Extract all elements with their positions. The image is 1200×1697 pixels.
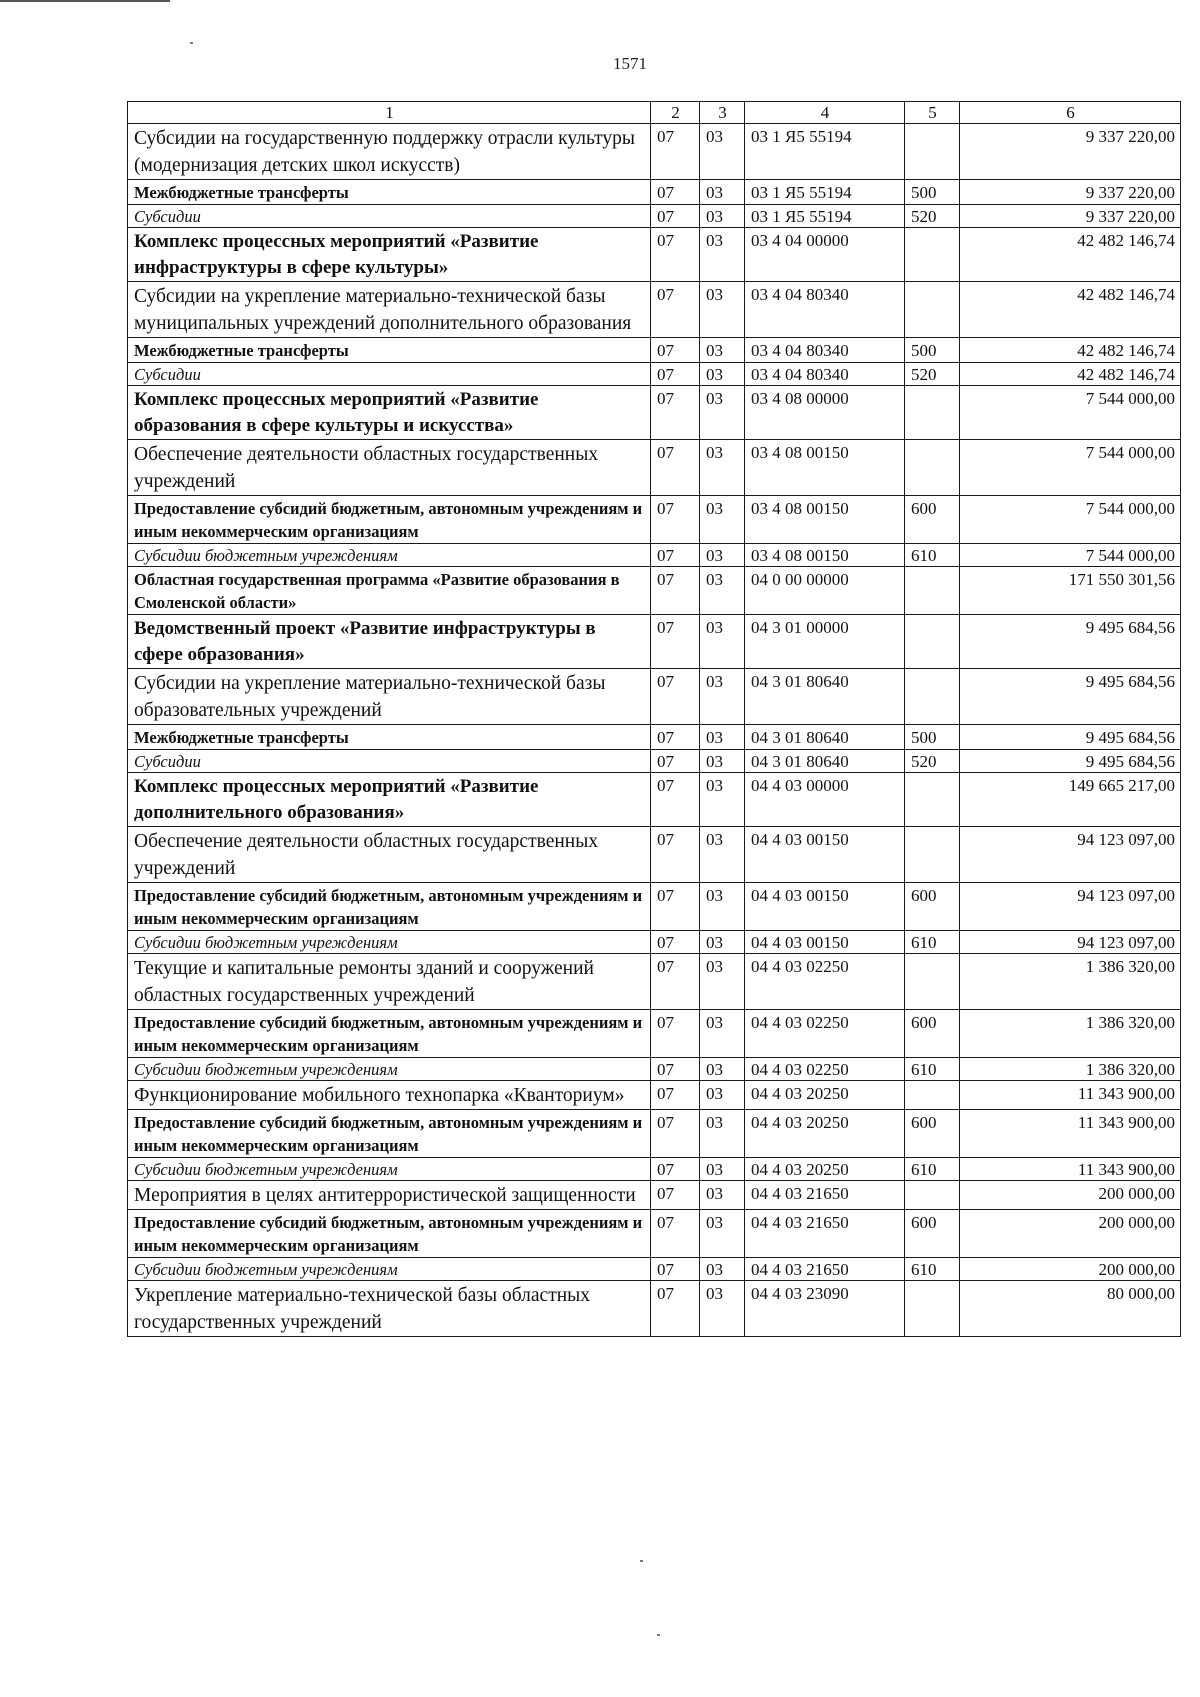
row-section: 07	[651, 567, 700, 615]
table-row	[128, 567, 1181, 615]
row-section: 07	[651, 1110, 700, 1158]
row-name: Предоставление субсидий бюджетным, автономным учреждениям и иным некоммерческим организациям	[128, 883, 651, 931]
row-expense-type	[905, 1181, 960, 1210]
row-expense-type: 600	[905, 1010, 960, 1058]
row-amount: 11 343 900,00	[960, 1110, 1181, 1158]
row-subsection: 03	[700, 440, 745, 496]
row-subsection: 03	[700, 773, 745, 827]
row-expense-type	[905, 440, 960, 496]
row-name: Субсидии бюджетным учреждениям	[128, 1058, 651, 1081]
row-expense-type	[905, 567, 960, 615]
row-section: 07	[651, 544, 700, 567]
row-subsection: 03	[700, 567, 745, 615]
row-section: 07	[651, 1058, 700, 1081]
row-target-article: 04 4 03 20250	[745, 1158, 905, 1181]
table-row	[128, 1158, 1181, 1181]
table-row	[128, 773, 1181, 827]
row-target-article: 04 0 00 00000	[745, 567, 905, 615]
row-subsection: 03	[700, 124, 745, 180]
table-row	[128, 205, 1181, 228]
row-expense-type	[905, 954, 960, 1010]
row-subsection: 03	[700, 1081, 745, 1110]
row-name: Предоставление субсидий бюджетным, автономным учреждениям и иным некоммерческим организациям	[128, 1010, 651, 1058]
row-subsection: 03	[700, 827, 745, 883]
table-row	[128, 1081, 1181, 1110]
row-expense-type	[905, 827, 960, 883]
table-row	[128, 1110, 1181, 1158]
row-subsection: 03	[700, 750, 745, 773]
row-amount: 200 000,00	[960, 1210, 1181, 1258]
table-row	[128, 180, 1181, 205]
row-target-article: 04 4 03 00150	[745, 931, 905, 954]
row-target-article: 04 4 03 02250	[745, 954, 905, 1010]
row-target-article: 03 4 04 80340	[745, 363, 905, 386]
table-row	[128, 954, 1181, 1010]
page-number: 1571	[613, 54, 647, 73]
row-section: 07	[651, 615, 700, 669]
row-target-article: 03 4 08 00150	[745, 544, 905, 567]
row-section: 07	[651, 1010, 700, 1058]
row-name: Межбюджетные трансферты	[128, 180, 651, 205]
row-target-article: 03 1 Я5 55194	[745, 180, 905, 205]
row-target-article: 03 1 Я5 55194	[745, 124, 905, 180]
row-amount: 80 000,00	[960, 1281, 1181, 1337]
row-name: Комплекс процессных мероприятий «Развитие инфраструктуры в сфере культуры»	[128, 228, 651, 282]
row-expense-type	[905, 124, 960, 180]
header-col-4: 4	[745, 102, 905, 124]
row-amount: 7 544 000,00	[960, 496, 1181, 544]
row-expense-type	[905, 1081, 960, 1110]
row-subsection: 03	[700, 1281, 745, 1337]
row-section: 07	[651, 228, 700, 282]
row-expense-type: 600	[905, 883, 960, 931]
row-amount: 11 343 900,00	[960, 1158, 1181, 1181]
table-row	[128, 1281, 1181, 1337]
table-header-row	[128, 102, 1181, 124]
row-section: 07	[651, 386, 700, 440]
row-name: Комплекс процессных мероприятий «Развитие образования в сфере культуры и искусства»	[128, 386, 651, 440]
row-name: Субсидии бюджетным учреждениям	[128, 544, 651, 567]
table-row	[128, 338, 1181, 363]
row-subsection: 03	[700, 883, 745, 931]
row-section: 07	[651, 363, 700, 386]
row-expense-type: 610	[905, 931, 960, 954]
row-amount: 9 337 220,00	[960, 205, 1181, 228]
table-row	[128, 440, 1181, 496]
table-row	[128, 386, 1181, 440]
row-amount: 9 495 684,56	[960, 725, 1181, 750]
row-expense-type	[905, 1281, 960, 1337]
row-section: 07	[651, 180, 700, 205]
row-amount: 9 337 220,00	[960, 180, 1181, 205]
scan-speck	[640, 1560, 643, 1562]
row-target-article: 03 4 08 00150	[745, 496, 905, 544]
row-name: Субсидии на укрепление материально-технической базы муниципальных учреждений дополнительного образования	[128, 282, 651, 338]
header-col-6: 6	[960, 102, 1181, 124]
row-amount: 7 544 000,00	[960, 440, 1181, 496]
table-row	[128, 496, 1181, 544]
row-expense-type: 520	[905, 205, 960, 228]
row-name: Субсидии	[128, 363, 651, 386]
row-amount: 94 123 097,00	[960, 827, 1181, 883]
row-target-article: 03 4 08 00150	[745, 440, 905, 496]
row-target-article: 04 4 03 21650	[745, 1258, 905, 1281]
row-subsection: 03	[700, 1010, 745, 1058]
row-section: 07	[651, 1158, 700, 1181]
row-section: 07	[651, 931, 700, 954]
row-target-article: 04 4 03 00000	[745, 773, 905, 827]
row-expense-type: 500	[905, 180, 960, 205]
row-section: 07	[651, 440, 700, 496]
header-col-5: 5	[905, 102, 960, 124]
table-row	[128, 1010, 1181, 1058]
row-name: Субсидии бюджетным учреждениям	[128, 931, 651, 954]
row-name: Ведомственный проект «Развитие инфраструктуры в сфере образования»	[128, 615, 651, 669]
table-row	[128, 750, 1181, 773]
row-amount: 7 544 000,00	[960, 386, 1181, 440]
row-expense-type: 610	[905, 1058, 960, 1081]
row-name: Областная государственная программа «Развитие образования в Смоленской области»	[128, 567, 651, 615]
row-subsection: 03	[700, 954, 745, 1010]
row-amount: 42 482 146,74	[960, 363, 1181, 386]
row-name: Функционирование мобильного технопарка «Кванториум»	[128, 1081, 651, 1110]
row-name: Субсидии бюджетным учреждениям	[128, 1158, 651, 1181]
row-name: Обеспечение деятельности областных государственных учреждений	[128, 827, 651, 883]
row-target-article: 04 3 01 80640	[745, 725, 905, 750]
scan-speck	[657, 1634, 660, 1636]
row-subsection: 03	[700, 496, 745, 544]
table-row	[128, 282, 1181, 338]
row-amount: 42 482 146,74	[960, 228, 1181, 282]
scan-edge-line	[0, 0, 170, 2]
row-expense-type: 520	[905, 750, 960, 773]
row-name: Обеспечение деятельности областных государственных учреждений	[128, 440, 651, 496]
row-amount: 200 000,00	[960, 1258, 1181, 1281]
row-target-article: 03 4 04 80340	[745, 282, 905, 338]
row-amount: 42 482 146,74	[960, 282, 1181, 338]
table-row	[128, 883, 1181, 931]
table-row	[128, 1210, 1181, 1258]
row-expense-type	[905, 669, 960, 725]
row-subsection: 03	[700, 1058, 745, 1081]
row-target-article: 03 4 04 80340	[745, 338, 905, 363]
row-expense-type	[905, 386, 960, 440]
row-name: Субсидии	[128, 205, 651, 228]
table-row	[128, 615, 1181, 669]
row-subsection: 03	[700, 386, 745, 440]
header-col-3: 3	[700, 102, 745, 124]
row-target-article: 03 1 Я5 55194	[745, 205, 905, 228]
row-expense-type: 500	[905, 338, 960, 363]
row-amount: 94 123 097,00	[960, 883, 1181, 931]
row-expense-type: 610	[905, 1258, 960, 1281]
row-subsection: 03	[700, 1258, 745, 1281]
budget-table	[127, 101, 1181, 1337]
row-subsection: 03	[700, 669, 745, 725]
row-expense-type	[905, 773, 960, 827]
row-target-article: 03 4 04 00000	[745, 228, 905, 282]
row-expense-type	[905, 615, 960, 669]
row-name: Мероприятия в целях антитеррористической защищенности	[128, 1181, 651, 1210]
row-expense-type	[905, 282, 960, 338]
row-expense-type	[905, 228, 960, 282]
row-amount: 1 386 320,00	[960, 1010, 1181, 1058]
row-target-article: 04 4 03 00150	[745, 827, 905, 883]
row-target-article: 04 3 01 80640	[745, 750, 905, 773]
row-target-article: 04 4 03 23090	[745, 1281, 905, 1337]
row-subsection: 03	[700, 282, 745, 338]
table-row	[128, 1058, 1181, 1081]
row-name: Текущие и капитальные ремонты зданий и сооружений областных государственных учреждений	[128, 954, 651, 1010]
table-row	[128, 124, 1181, 180]
row-subsection: 03	[700, 544, 745, 567]
row-name: Комплекс процессных мероприятий «Развитие дополнительного образования»	[128, 773, 651, 827]
row-name: Укрепление материально-технической базы областных государственных учреждений	[128, 1281, 651, 1337]
row-section: 07	[651, 124, 700, 180]
table-row	[128, 669, 1181, 725]
row-target-article: 04 4 03 21650	[745, 1210, 905, 1258]
row-name: Предоставление субсидий бюджетным, автономным учреждениям и иным некоммерческим организациям	[128, 496, 651, 544]
row-amount: 7 544 000,00	[960, 544, 1181, 567]
table-row	[128, 363, 1181, 386]
row-subsection: 03	[700, 205, 745, 228]
row-subsection: 03	[700, 615, 745, 669]
table-row	[128, 1181, 1181, 1210]
row-amount: 9 495 684,56	[960, 669, 1181, 725]
row-expense-type: 600	[905, 496, 960, 544]
header-col-1: 1	[128, 102, 651, 124]
row-amount: 9 495 684,56	[960, 750, 1181, 773]
row-name: Субсидии на укрепление материально-технической базы образовательных учреждений	[128, 669, 651, 725]
row-section: 07	[651, 954, 700, 1010]
table-row	[128, 1258, 1181, 1281]
row-target-article: 04 4 03 02250	[745, 1058, 905, 1081]
table-row	[128, 931, 1181, 954]
row-amount: 171 550 301,56	[960, 567, 1181, 615]
row-section: 07	[651, 827, 700, 883]
row-section: 07	[651, 282, 700, 338]
row-name: Субсидии	[128, 750, 651, 773]
row-subsection: 03	[700, 1158, 745, 1181]
table-row	[128, 827, 1181, 883]
row-amount: 149 665 217,00	[960, 773, 1181, 827]
row-section: 07	[651, 205, 700, 228]
row-name: Предоставление субсидий бюджетным, автономным учреждениям и иным некоммерческим организациям	[128, 1210, 651, 1258]
row-target-article: 04 4 03 00150	[745, 883, 905, 931]
row-amount: 1 386 320,00	[960, 1058, 1181, 1081]
row-expense-type: 600	[905, 1110, 960, 1158]
row-amount: 11 343 900,00	[960, 1081, 1181, 1110]
row-name: Межбюджетные трансферты	[128, 338, 651, 363]
row-amount: 94 123 097,00	[960, 931, 1181, 954]
row-section: 07	[651, 338, 700, 363]
row-expense-type: 610	[905, 1158, 960, 1181]
row-amount: 9 337 220,00	[960, 124, 1181, 180]
row-target-article: 04 3 01 00000	[745, 615, 905, 669]
row-target-article: 04 4 03 21650	[745, 1181, 905, 1210]
row-name: Субсидии бюджетным учреждениям	[128, 1258, 651, 1281]
row-section: 07	[651, 883, 700, 931]
row-target-article: 04 4 03 02250	[745, 1010, 905, 1058]
row-expense-type: 610	[905, 544, 960, 567]
row-section: 07	[651, 1281, 700, 1337]
row-amount: 9 495 684,56	[960, 615, 1181, 669]
scan-speck	[190, 42, 193, 44]
row-target-article: 04 4 03 20250	[745, 1110, 905, 1158]
row-expense-type: 520	[905, 363, 960, 386]
row-subsection: 03	[700, 228, 745, 282]
row-section: 07	[651, 669, 700, 725]
header-col-2: 2	[651, 102, 700, 124]
row-subsection: 03	[700, 180, 745, 205]
row-section: 07	[651, 750, 700, 773]
row-subsection: 03	[700, 931, 745, 954]
table-row	[128, 228, 1181, 282]
row-target-article: 03 4 08 00000	[745, 386, 905, 440]
row-expense-type: 500	[905, 725, 960, 750]
row-section: 07	[651, 1181, 700, 1210]
row-section: 07	[651, 773, 700, 827]
row-name: Предоставление субсидий бюджетным, автономным учреждениям и иным некоммерческим организациям	[128, 1110, 651, 1158]
row-subsection: 03	[700, 1181, 745, 1210]
row-subsection: 03	[700, 1110, 745, 1158]
row-section: 07	[651, 1258, 700, 1281]
table-row	[128, 544, 1181, 567]
row-subsection: 03	[700, 1210, 745, 1258]
row-target-article: 04 3 01 80640	[745, 669, 905, 725]
row-subsection: 03	[700, 338, 745, 363]
row-amount: 42 482 146,74	[960, 338, 1181, 363]
table-body	[128, 124, 1181, 1337]
row-subsection: 03	[700, 363, 745, 386]
row-section: 07	[651, 1081, 700, 1110]
row-section: 07	[651, 725, 700, 750]
row-section: 07	[651, 496, 700, 544]
row-expense-type: 600	[905, 1210, 960, 1258]
row-subsection: 03	[700, 725, 745, 750]
row-section: 07	[651, 1210, 700, 1258]
row-name: Субсидии на государственную поддержку отрасли культуры (модернизация детских школ искусств)	[128, 124, 651, 180]
row-amount: 1 386 320,00	[960, 954, 1181, 1010]
row-amount: 200 000,00	[960, 1181, 1181, 1210]
row-name: Межбюджетные трансферты	[128, 725, 651, 750]
table-row	[128, 725, 1181, 750]
row-target-article: 04 4 03 20250	[745, 1081, 905, 1110]
